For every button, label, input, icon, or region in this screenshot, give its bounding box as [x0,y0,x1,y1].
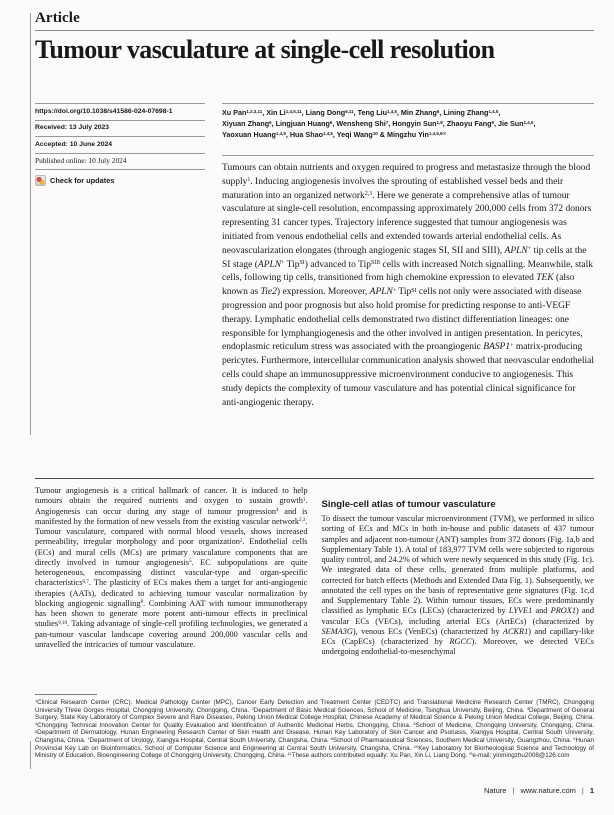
footer-separator: | [581,786,584,795]
published-date: Published online: 10 July 2024 [35,153,205,170]
intro-paragraph: Tumour angiogenesis is a critical hallmark of cancer. It is induced to help tumours obtain the required nutrients and oxygen to sustain growth$^1$. Angiogenesis can occur during any stage of tumour progression$^4$ and is manifested by the formation of new vessels from the existing vascular network$^{2,3}$. Tumour vasculature, compared with normal blood vessels, shows increased permeability, irregular morphology and poor organization$^2$. Endothelial cells (ECs) and mural cells (MCs) are primary vasculature components that are directly involved in tumour angiogenesis$^5$. EC subpopulations are quite heterogeneous, encompassing distinct vascular-type and organ-specific characteristics$^{6,7}$. The plasticity of ECs makes them a target for anti-angiogenic therapies (AATs), dedicated to achieving tumour vascular normalization by blocking angiogenic signalling$^8$. Combining AAT with tumour immunotherapy has been shown to generate more potent anti-tumour effects in preclinical studies$^{9,10}$. Taking advantage of single-cell profiling technologies, we generated a pan-tumour vascular landscape covering around 200,000 vascular cells and unravelled the intricacies of tumour vasculature. [35,486,308,649]
doi-link[interactable]: https://doi.org/10.1038/s41586-024-07698-1 [35,103,205,120]
kicker-divider [35,30,594,31]
journal-url[interactable]: www.nature.com [520,786,576,795]
abstract-text: Tumours can obtain nutrients and oxygen required to progress and metastasize through the blood supply$^1$. Inducing angiogenesis involves the sprouting of established vessel beds and their maturation into an organized network$^{2,3}$. Here we generate a comprehensive atlas of tumour vasculature at single-cell resolution, encompassing approximately 200,000 cells from 372 donors representing 31 cancer types. Trajectory inference suggested that tumour angiogenesis was initiated from venous endothelial cells and extended towards arterial endothelial cells. As neovascularization elongates (through angiogenic stages SI, SII and SIII), APLN+ tip cells at the SI stage (APLN+ Tip$^{SI}$) advanced to Tip$^{SIII}$ cells with increased Notch signalling. Meanwhile, stalk cells, following tip cells, transitioned from high chemokine expression to elevated TEK (also known as Tie2) expression. Moreover, APLN+ Tip$^{SI}$ cells not only were associated with disease progression and poor prognosis but also hold promise for predicting response to anti-VEGF therapy. Lymphatic endothelial cells demonstrated two distinct differentiation lineages: one responsible for lymphangiogenesis and the other involved in antigen presentation. In pericytes, endoplasmic reticulum stress was associated with the proangiogenic BASP1+ matrix-producing pericytes. Furthermore, intercellular communication analysis showed that neovascular endothelial cells could shape an immunosuppressive microenvironment conducive to angiogenesis. This study depicts the complexity of tumour vasculature and has potential clinical significance for anti-angiogenic therapy. [222,155,594,410]
article-kicker: Article [35,10,80,26]
authors-list: Xu Pan$^{1,2,3,11}$, Xin Li$^{1,4,5,11}$, Liang Dong$^{6,11}$, Teng Liu$^{1,4,5}$, Min Zhang$^6$, Lining Zhang$^{1,4,5}$, Xiyuan Zhang$^6$, Lingjuan Huang$^6$, Wensheng Shi$^7$, Hongyin Sun$^{1,8}$, Zhaoyu Fang$^9$, Jie Sun$^{1,4,5}$, Yaoxuan Huang$^{1,4,5}$, Hua Shao$^{1,4,5}$, Yeqi Wang$^{10}$ & Mingzhu Yin$^{1,4,5,6✉}$ [222,103,594,140]
body-divider [35,478,594,479]
body-right-column [322,486,595,658]
check-for-updates-label: Check for updates [50,175,115,185]
section-heading: Single-cell atlas of tumour vasculature [321,499,496,510]
section-paragraph: To dissect the tumour vascular microenvironment (TVM), we performed in silico sorting of ECs and MCs in both in-house and public datasets of 437 tumour samples and adjacent non-tumour (ANT) samples from 372 donors (Fig. 1a,b and Supplementary Table 1). A total of 183,977 TVM cells were subjected to rigorous quality control, and 24.2% of which were newly sequenced in this study (Fig. 1c). We integrated data of these cells, generated from multiple platforms, and corrected for batch effects (Methods and Extended Data Fig. 1). Subsequently, we annotated the cell types on the basis of representative gene signatures (Fig. 1c,d and Supplementary Table 2). Within tumour tissues, ECs were predominantly classified as lymphatic ECs (LECs) (characterized by LYVE1 and PROX1) and vascular ECs (VECs), including arterial ECs (ArtECs) (characterized by SEMA3G), venous ECs (VenECs) (characterized by ACKR1) and capillary-like ECs (CapECs) (characterized by RGCC). Moreover, we detected VECs undergoing endothelial-to-mesenchymal [321,514,594,657]
body-left-column [35,486,308,658]
journal-name: Nature [483,786,507,795]
footnote-margin-rule [30,741,31,769]
article-meta-panel [35,103,205,190]
page-footer [484,786,594,795]
page-number: 1 [589,786,594,795]
body-columns [35,486,594,658]
page-title: Tumour vasculature at single-cell resolution [35,35,495,64]
received-date: Received: 13 July 2023 [35,120,205,137]
footnote-divider [35,694,97,695]
affiliations-footnote: $^1$Clinical Research Center (CRC), Medical Pathology Center (MPC), Cancer Early Detection and Treatment Center (CEDTC) and Translational Medicine Research Center (TMRC), Chongqing University Three Gorges Hospital, Chongqing University, Chongqing, China. $^2$Department of Basic Medical Sciences, School of Medicine, Tsinghua University, Beijing, China. $^3$Department of General Surgery, State Key Laboratory of Complex Severe and Rare Diseases, Peking Union Medical College Hospital, Chinese Academy of Medical Science & Peking Union Medical College, Beijing, China. $^4$Chongqing Technical Innovation Center for Quality Evaluation and Identification of Authentic Medicinal Herbs, Chongqing, China. $^5$School of Medicine, Chongqing University, Chongqing, China. $^6$Department of Dermatology, Hunan Engineering Research Center of Skin Health and Disease, Hunan Key Laboratory of Skin Cancer and Psoriasis, Xiangya Hospital, Central South University, Changsha, China. $^7$Department of Urology, Xiangya Hospital, Central South University, Changsha, China. $^8$School of Pharmaceutical Sciences, Southern Medical University, Guangzhou, China. $^9$Hunan Provincial Key Lab on Bioinformatics, School of Computer Science and Engineering at Central South University, Changsha, China. $^{10}$Key Laboratory for Biorheological Science and Technology of Ministry of Education, Bioengineering College of Chongqing University, Chongqing, China. $^{11}$These authors contributed equally: Xu Pan, Xin Li, Liang Dong. ✉e-mail: yinmingzhu2008@126.com [35,698,594,760]
footer-separator: | [512,786,515,795]
crossmark-icon [35,175,46,186]
left-margin-rule [30,13,31,435]
accepted-date: Accepted: 10 June 2024 [35,136,205,153]
check-for-updates-button[interactable] [35,169,205,190]
